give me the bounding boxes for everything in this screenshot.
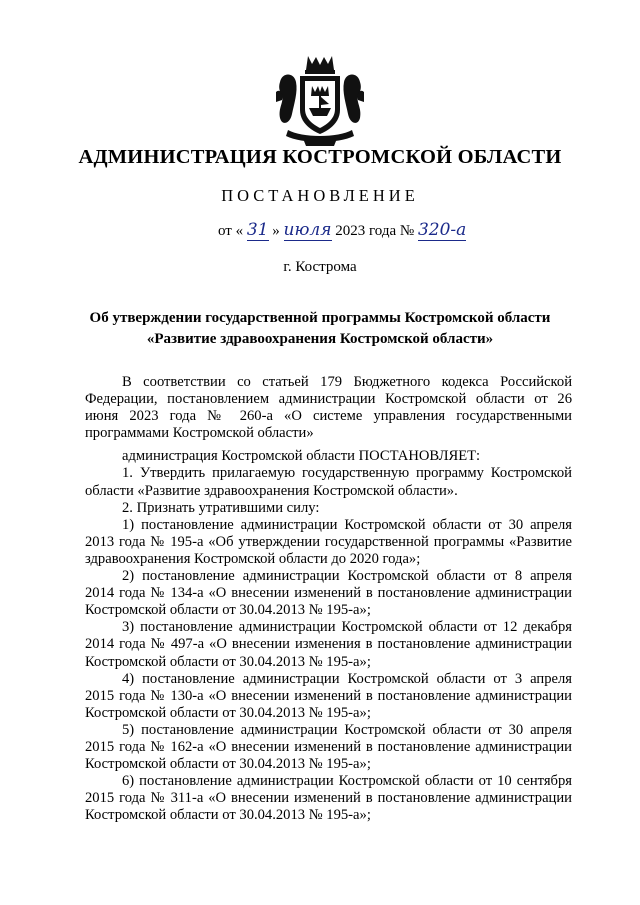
subitem-1: 1) постановление администрации Костромской области от 30 апреля 2013 года № 195-а «Об утверждении государственной программы «Развитие здравоохранения Костромской области до 2020 года»;: [85, 516, 572, 567]
city-line: г. Кострома: [283, 259, 357, 275]
item-1: 1. Утвердить прилагаемую государственную программу Костромской области «Развитие здравоохранения Костромской области».: [85, 465, 572, 499]
item-2: 2. Признать утратившими силу:: [122, 499, 320, 516]
handwritten-month: июля: [283, 220, 332, 240]
subitem-3: 3) постановление администрации Костромской области от 12 декабря 2014 года № 497-а «О внесении изменения в постановление администрации Костромской области от 30.04.2013 № 195-а»;: [85, 619, 572, 670]
coat-of-arms-icon: [272, 52, 368, 148]
subitem-6: 6) постановление администрации Костромской области от 10 сентября 2015 года № 311-а «О внесении изменений в постановление администрации Костромской области от 30.04.2013 № 195-а»;: [85, 773, 572, 824]
subitem-4: 4) постановление администрации Костромской области от 3 апреля 2015 года № 130-а «О внесении изменений в постановление администрации Костромской области от 30.04.2013 № 195-а»;: [85, 670, 572, 721]
document-body: [85, 374, 572, 824]
date-line: [218, 220, 466, 240]
handwritten-number: 320-а: [417, 220, 467, 240]
decree-paragraph: администрация Костромской области ПОСТАНОВЛЯЕТ:: [122, 448, 481, 465]
subject-line-1: Об утверждении государственной программы Костромской области: [89, 310, 551, 326]
organization-title: АДМИНИСТРАЦИЯ КОСТРОМСКОЙ ОБЛАСТИ: [78, 146, 562, 168]
subject-line-2: «Развитие здравоохранения Костромской области»: [146, 331, 494, 347]
date-mid: »: [272, 223, 280, 239]
handwritten-day: 31: [246, 220, 269, 240]
subitem-5: 5) постановление администрации Костромской области от 30 апреля 2015 года № 162-а «О внесении изменений в постановление администрации Костромской области от 30.04.2013 № 195-а»;: [85, 721, 572, 773]
intro-paragraph: В соответствии со статьей 179 Бюджетного кодекса Российской Федерации, постановлением администрации Костромской области от 26 июня 2023 года № 260-а «О системе управления государственными программами Костромской области»: [85, 374, 572, 442]
subitem-2: 2) постановление администрации Костромской области от 8 апреля 2014 года № 134-а «О внесении изменений в постановление администрации Костромской области от 30.04.2013 № 195-а»;: [85, 568, 572, 619]
date-year: 2023 года №: [335, 223, 415, 239]
document-type: ПОСТАНОВЛЕНИЕ: [221, 186, 419, 205]
date-prefix: от «: [218, 223, 244, 239]
document-subject: [70, 308, 570, 350]
